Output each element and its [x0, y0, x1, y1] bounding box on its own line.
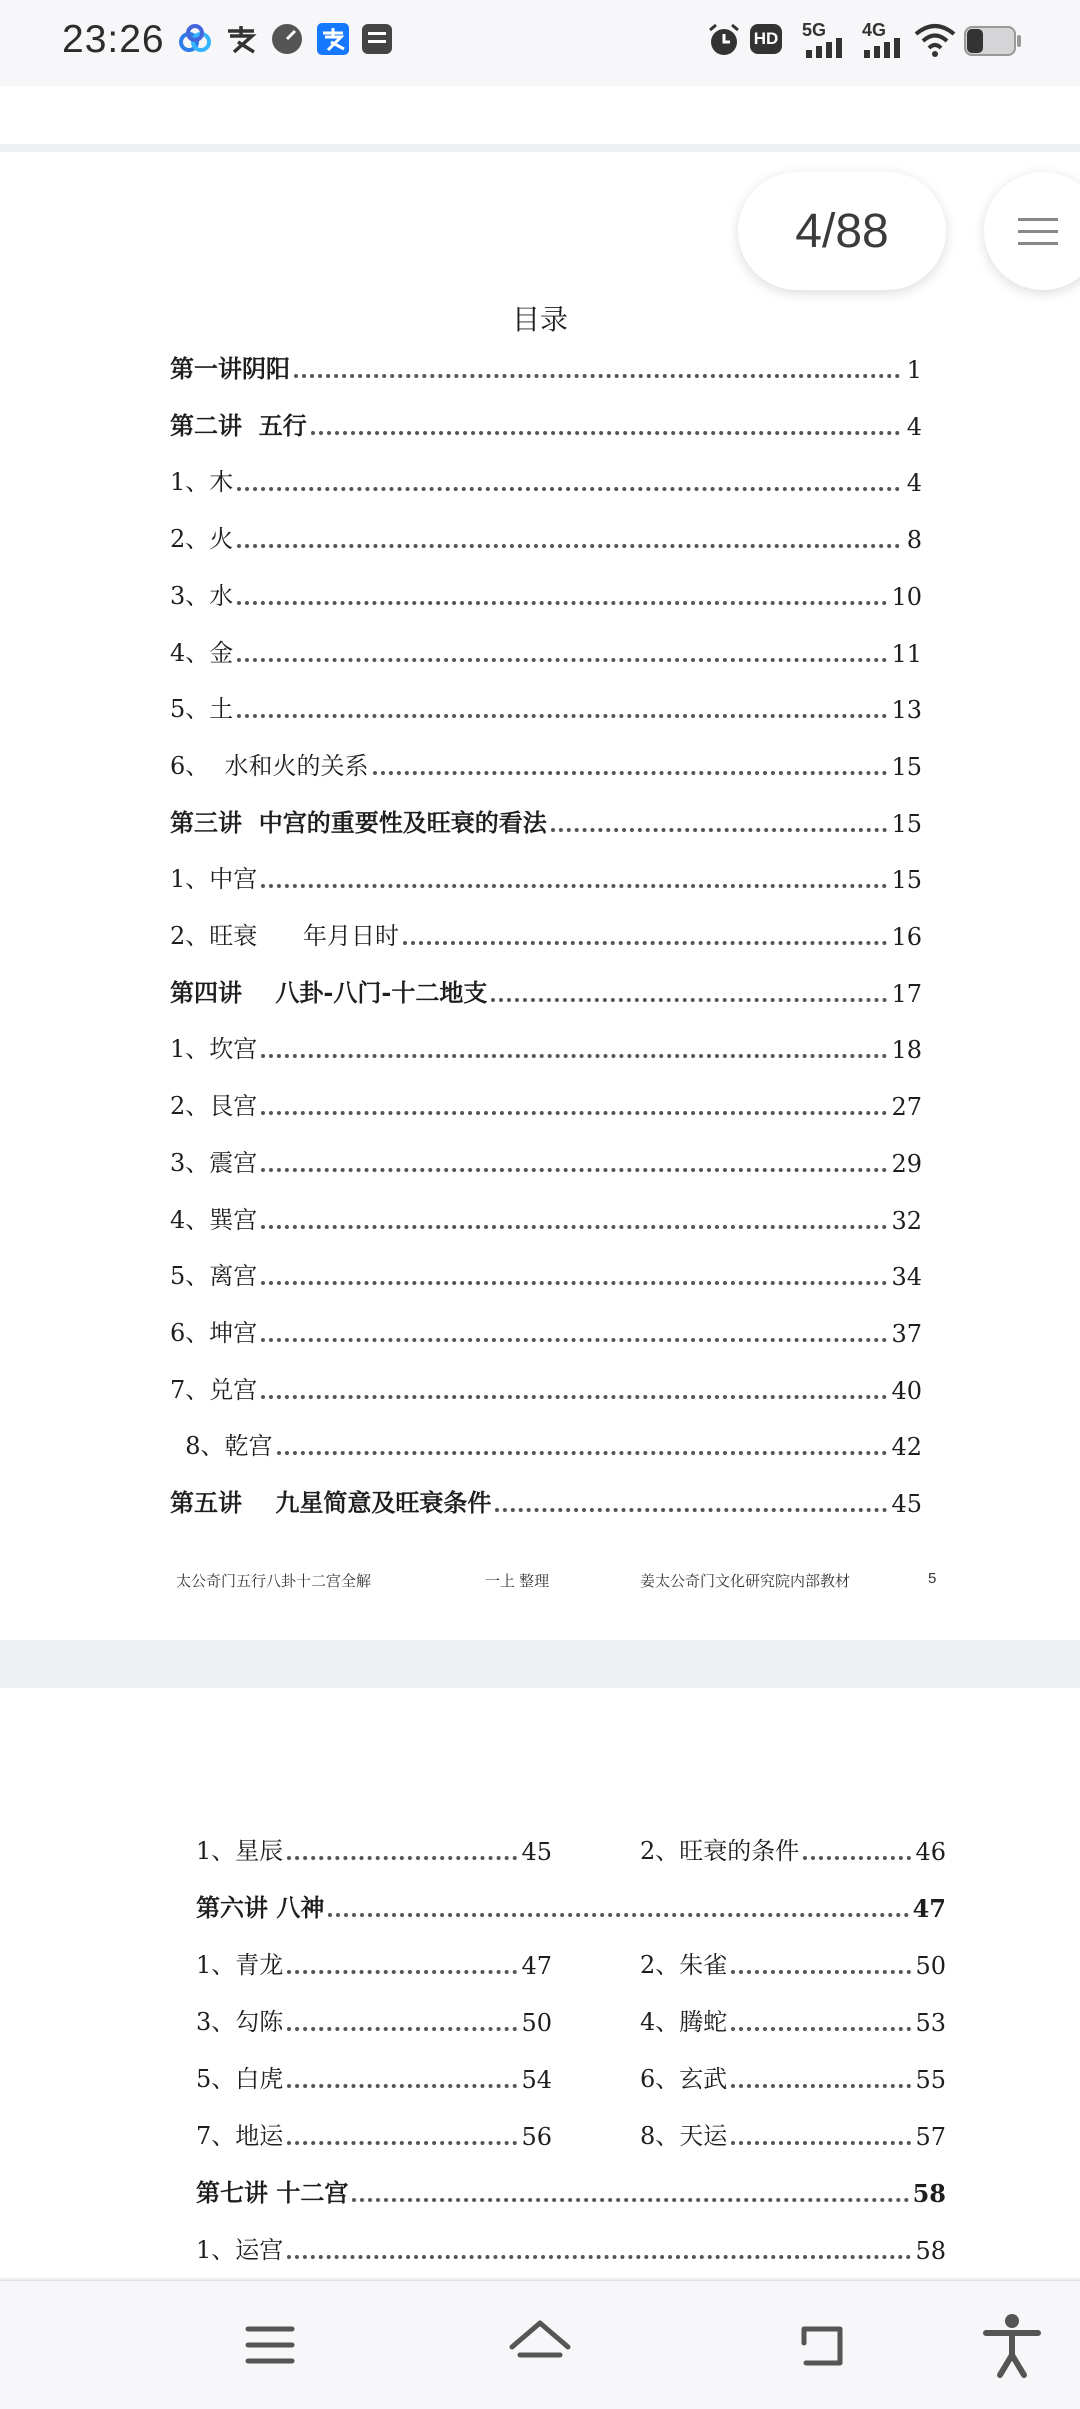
leader-dots — [287, 1856, 517, 1860]
alipay-text-icon — [224, 22, 258, 56]
toc-entry-page: 45 — [891, 1490, 922, 1518]
toc-entry-right[interactable] — [640, 1826, 946, 1866]
toc-entry-left[interactable] — [196, 1997, 552, 2037]
toc-entry-label: 2、火 — [170, 525, 234, 554]
toc-entry-page: 57 — [915, 2123, 946, 2151]
leader-dots — [287, 1970, 517, 1974]
toc-entry[interactable] — [196, 1883, 946, 1923]
toc-entry-label: 2、旺衰 年月日时 — [170, 922, 400, 950]
alipay-icon — [316, 22, 350, 56]
toc-entry-page: 13 — [891, 696, 922, 725]
toc-entry[interactable] — [170, 1421, 922, 1461]
toc-entry-label: 第六讲 八神 — [196, 1893, 325, 1922]
battery-icon — [964, 26, 1022, 56]
toc-entry-page: 40 — [891, 1376, 922, 1405]
leader-dots — [373, 771, 888, 775]
toc-entry-page: 54 — [521, 2066, 552, 2094]
toc-entry-label: 5、白虎 — [196, 2065, 284, 2093]
footer-editor: 一上 整理 — [485, 1573, 550, 1590]
home-icon[interactable] — [500, 2305, 580, 2385]
toc-entry-page: 15 — [891, 752, 922, 781]
toc-entry-page: 46 — [915, 1838, 946, 1866]
wifi-icon — [914, 22, 956, 58]
toc-entry-label: 6、 水和火的关系 — [170, 751, 369, 780]
leader-dots — [551, 828, 888, 832]
leader-dots — [731, 1970, 911, 1974]
toc-entry-left[interactable] — [196, 1826, 552, 1866]
toc-entry-label: 7、地运 — [196, 2122, 284, 2150]
leader-dots — [287, 2141, 517, 2145]
toc-entry-left[interactable] — [196, 2054, 552, 2094]
toc-entry[interactable] — [170, 854, 922, 894]
leader-dots — [261, 1054, 887, 1058]
toc-entry-page: 58 — [915, 2237, 946, 2265]
toc-entry-page: 45 — [521, 1838, 552, 1866]
leader-dots — [237, 714, 887, 718]
toc-entry[interactable] — [170, 798, 922, 838]
toc-entry-page: 1 — [906, 356, 922, 384]
footer-publisher: 姜太公奇门文化研究院内部教材 — [640, 1573, 851, 1590]
toc-entry-label: 8、天运 — [640, 2122, 728, 2150]
toc-entry[interactable] — [170, 1138, 922, 1178]
toc-entry-label: 4、腾蛇 — [640, 2008, 728, 2036]
toc-entry-page: 53 — [915, 2009, 946, 2037]
signal-5g-icon — [806, 38, 848, 58]
toc-entry[interactable] — [170, 401, 922, 441]
leader-dots — [277, 1451, 888, 1455]
toc-entry-page: 37 — [891, 1319, 922, 1348]
leader-dots — [287, 2084, 517, 2088]
toc-entry[interactable] — [170, 1251, 922, 1291]
toc-entry[interactable] — [196, 2225, 946, 2265]
toc-entry-label: 1、运宫 — [196, 2236, 284, 2264]
hd-badge: HD — [750, 24, 782, 54]
accessibility-icon[interactable] — [972, 2305, 1052, 2385]
toc-entry-page: 42 — [891, 1433, 922, 1462]
leader-dots — [261, 1281, 887, 1285]
toc-entry-page: 56 — [521, 2123, 552, 2151]
toc-entry-label: 第七讲 十二宫 — [196, 2178, 349, 2207]
wallet-app-icon — [360, 22, 394, 56]
toc-entry-page: 55 — [915, 2066, 946, 2094]
back-icon[interactable] — [784, 2305, 864, 2385]
toc-entry-label: 2、朱雀 — [640, 1951, 728, 1979]
toc-entry-label: 1、坎宫 — [170, 1035, 258, 1064]
toc-entry-page: 10 — [891, 582, 922, 611]
toc-entry-label: 第一讲阴阳 — [170, 354, 290, 383]
toc-entry-page: 16 — [891, 923, 922, 951]
leader-dots — [287, 2255, 911, 2259]
leader-dots — [261, 1111, 887, 1115]
leader-dots — [237, 601, 887, 605]
toc-entry-page: 4 — [906, 412, 922, 441]
toc-entry[interactable] — [170, 1365, 922, 1405]
toc-entry-label: 4、巽宫 — [170, 1205, 258, 1234]
document-page-2 — [0, 1688, 1080, 2278]
toc-entry-page: 15 — [891, 809, 922, 838]
toc-entry-label: 第五讲 九星简意及旺衰条件 — [170, 1488, 492, 1517]
toc-entry[interactable] — [170, 911, 922, 951]
toc-entry-page: 18 — [891, 1036, 922, 1065]
leader-dots — [237, 544, 900, 548]
toc-entry-page: 47 — [521, 1952, 552, 1980]
leader-dots — [287, 2027, 517, 2031]
toc-entry-label: 5、离宫 — [170, 1262, 258, 1291]
menu-icon-bar — [1018, 242, 1058, 245]
toc-entry[interactable] — [196, 2168, 946, 2208]
leader-dots — [261, 1168, 887, 1172]
toc-entry-label: 第二讲 五行 — [170, 410, 307, 440]
previous-page-edge — [0, 86, 1080, 144]
toc-entry-page: 17 — [891, 979, 922, 1008]
toc-entry-label: 1、青龙 — [196, 1951, 284, 1979]
toc-entry-label: 7、兑宫 — [170, 1375, 258, 1404]
leader-dots — [328, 1913, 908, 1917]
toc-entry-page: 34 — [891, 1263, 922, 1292]
footer-page-number: 5 — [928, 1570, 937, 1587]
status-time: 23:26 — [62, 18, 165, 61]
toc-entry-page: 27 — [891, 1093, 922, 1122]
toc-entry-label: 2、艮宫 — [170, 1092, 258, 1121]
toc-entry[interactable] — [170, 741, 922, 781]
toc-entry-label: 3、勾陈 — [196, 2008, 284, 2036]
menu-icon-bar — [1018, 230, 1058, 233]
toc-entry-right[interactable] — [640, 1997, 946, 2037]
navigation-bar — [0, 2280, 1080, 2409]
toc-entry-right[interactable] — [640, 2054, 946, 2094]
toc-entry[interactable] — [170, 514, 922, 554]
footer-book-title: 太公奇门五行八卦十二宫全解 — [176, 1573, 372, 1590]
toc-entry[interactable] — [170, 1081, 922, 1121]
leader-dots — [311, 431, 900, 435]
toc-entry-page: 32 — [891, 1206, 922, 1235]
toc-entry[interactable] — [170, 457, 922, 497]
toc-entry-label: 6、坤宫 — [170, 1318, 258, 1347]
toc-entry-page: 58 — [912, 2179, 946, 2208]
leader-dots — [403, 941, 887, 945]
menu-icon-bar — [1018, 218, 1058, 221]
leader-dots — [237, 658, 887, 662]
toc-entry-label: 1、木 — [170, 468, 234, 497]
network-5g-label: 5G — [802, 20, 827, 40]
toc-entry-page: 15 — [891, 866, 922, 895]
toc-entry[interactable] — [170, 1308, 922, 1348]
toc-entry-label: 2、旺衰的条件 — [640, 1837, 800, 1865]
leader-dots — [261, 1225, 887, 1229]
toc-entry[interactable] — [170, 684, 922, 724]
leader-dots — [294, 374, 900, 378]
toc-entry-label: 第三讲 中宫的重要性及旺衰的看法 — [170, 807, 547, 837]
toc-entry-page: 8 — [906, 526, 922, 555]
leader-dots — [352, 2198, 908, 2202]
toc-entry-page: 50 — [521, 2009, 552, 2037]
toc-entry-page: 4 — [906, 469, 922, 498]
leader-dots — [803, 1856, 911, 1860]
leader-dots — [731, 2027, 911, 2031]
toc-entry[interactable] — [170, 968, 922, 1008]
toc-entry-label: 1、中宫 — [170, 865, 258, 894]
toc-entry-page: 47 — [912, 1894, 946, 1923]
leader-dots — [237, 487, 900, 491]
leader-dots — [731, 2084, 911, 2088]
toc-entry-page: 50 — [915, 1952, 946, 1980]
toc-entry-left[interactable] — [196, 2111, 552, 2151]
toc-entry-label: 3、水 — [170, 581, 234, 610]
toc-entry-label: 3、震宫 — [170, 1148, 258, 1177]
toc-entry[interactable] — [170, 344, 922, 384]
toc-entry-page: 11 — [891, 639, 922, 668]
leader-dots — [261, 1395, 887, 1399]
leader-dots — [495, 1508, 887, 1512]
network-4g-label: 4G — [862, 20, 887, 40]
speed-app-icon — [270, 22, 304, 56]
toc-entry[interactable] — [170, 1195, 922, 1235]
menu-icon[interactable] — [230, 2305, 310, 2385]
toc-entry[interactable] — [170, 571, 922, 611]
document-page — [0, 152, 1080, 1640]
leader-dots — [261, 884, 887, 888]
toc-entry[interactable] — [170, 1024, 922, 1064]
toc-entry-label: 8、乾宫 — [170, 1432, 273, 1461]
toc-title: 目录 — [511, 303, 568, 336]
toc-entry-label: 第四讲 八卦-八门-十二地支 — [170, 977, 488, 1007]
alarm-icon — [706, 22, 742, 58]
toc-entry-label: 4、金 — [170, 638, 234, 667]
toc-entry-left[interactable] — [196, 1940, 552, 1980]
toc-entry[interactable] — [170, 1478, 922, 1518]
leader-dots — [261, 1338, 887, 1342]
signal-4g-icon — [864, 38, 906, 58]
leader-dots — [491, 998, 887, 1002]
toc-entry-right[interactable] — [640, 1940, 946, 1980]
toc-entry-right[interactable] — [640, 2111, 946, 2151]
leader-dots — [731, 2141, 911, 2145]
toc-entry-label: 1、星辰 — [196, 1837, 284, 1865]
toc-entry[interactable] — [170, 628, 922, 668]
toc-entry-label: 6、玄武 — [640, 2065, 728, 2093]
status-bar — [0, 0, 1080, 86]
toc-entry-label: 5、土 — [170, 695, 234, 724]
page-counter-button[interactable] — [738, 172, 946, 290]
cloud-app-icon — [178, 22, 212, 56]
toc-entry-page: 29 — [891, 1149, 922, 1178]
page-counter-text: 4/88 — [795, 204, 889, 258]
